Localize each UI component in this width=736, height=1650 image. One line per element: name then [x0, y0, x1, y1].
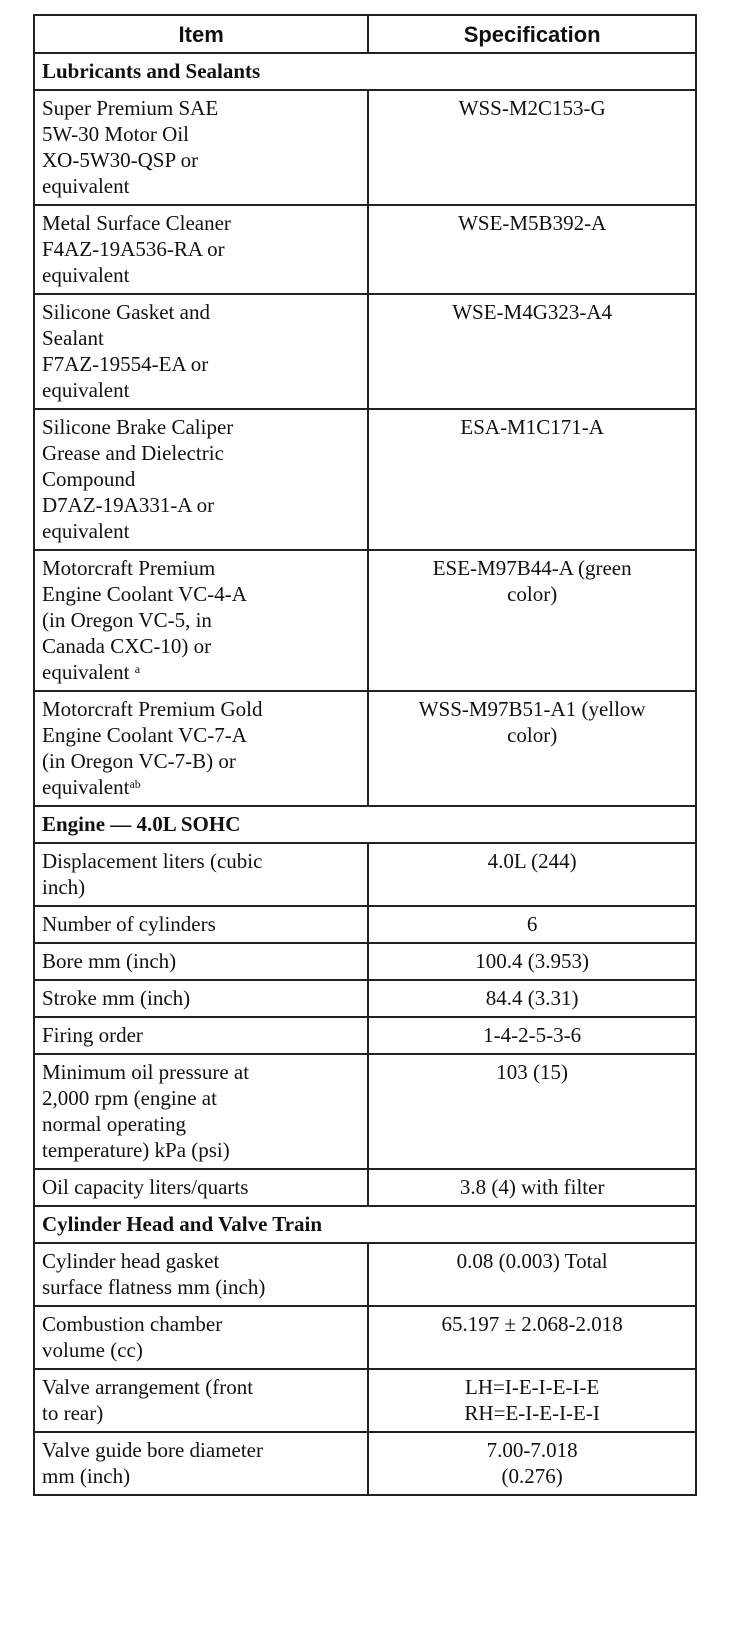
footnote-marker: a: [134, 662, 141, 676]
item-text: temperature) kPa (psi): [42, 1138, 230, 1162]
item-text: Valve guide bore diameter: [42, 1438, 263, 1462]
table-row: [34, 906, 696, 943]
item-line: [42, 492, 360, 518]
footnote-marker: ab: [129, 777, 141, 791]
specification-cell: [368, 943, 696, 980]
item-line: [42, 1400, 360, 1426]
item-text: Engine Coolant VC-4-A: [42, 582, 247, 606]
specification-text: WSS-M2C153-G: [458, 96, 606, 120]
item-text: normal operating: [42, 1112, 187, 1136]
item-line: [42, 1059, 360, 1085]
item-text: Cylinder head gasket: [42, 1249, 220, 1273]
specification-text: 3.8 (4) with filter: [459, 1175, 605, 1199]
specification-cell: [368, 906, 696, 943]
item-line: [42, 607, 360, 633]
specification-text: WSE-M5B392-A: [458, 211, 607, 235]
item-line: [42, 948, 360, 974]
spec-page: [33, 14, 697, 1496]
section-header-row: [34, 53, 696, 90]
item-cell: [34, 1306, 368, 1369]
item-text: Silicone Gasket and: [42, 300, 210, 324]
specification-text: LH=I-E-I-E-I-E: [465, 1375, 600, 1399]
item-line: [42, 985, 360, 1011]
item-line: [42, 722, 360, 748]
item-line: [42, 911, 360, 937]
item-text: F7AZ-19554-EA or: [42, 352, 209, 376]
table-row: [34, 90, 696, 205]
item-line: [42, 1174, 360, 1200]
item-line: [42, 1085, 360, 1111]
specification-cell: [368, 1432, 696, 1495]
item-text: (in Oregon VC-7-B) or: [42, 749, 236, 773]
item-line: [42, 774, 360, 800]
specification-cell: [368, 1306, 696, 1369]
item-line: [42, 1022, 360, 1048]
item-line: [42, 440, 360, 466]
specification-text: 6: [526, 912, 538, 936]
item-line: [42, 633, 360, 659]
item-text: equivalent: [42, 263, 130, 287]
table-row: [34, 1243, 696, 1306]
item-line: [42, 210, 360, 236]
item-text: Motorcraft Premium Gold: [42, 697, 263, 721]
item-text: Sealant: [42, 326, 104, 350]
item-cell: [34, 1169, 368, 1206]
specification-text: color): [507, 723, 558, 747]
item-line: [42, 848, 360, 874]
table-row: [34, 1369, 696, 1432]
table-row: [34, 1432, 696, 1495]
item-line: [42, 173, 360, 199]
item-line: [42, 518, 360, 544]
section-title: Cylinder Head and Valve Train: [34, 1206, 696, 1243]
specification-cell: [368, 90, 696, 205]
specification-text: WSS-M97B51-A1 (yellow: [418, 697, 646, 721]
specification-cell: [368, 691, 696, 806]
specification-text: 100.4 (3.953): [475, 949, 590, 973]
specification-text: 1-4-2-5-3-6: [483, 1023, 582, 1047]
item-text: inch): [42, 875, 86, 899]
item-text: Displacement liters (cubic: [42, 849, 263, 873]
item-line: [42, 1137, 360, 1163]
item-line: [42, 95, 360, 121]
item-text: Engine Coolant VC-7-A: [42, 723, 247, 747]
table-row: [34, 1169, 696, 1206]
item-line: [42, 696, 360, 722]
specification-cell: [368, 1054, 696, 1169]
item-line: [42, 581, 360, 607]
table-row: [34, 205, 696, 294]
item-cell: [34, 943, 368, 980]
item-cell: [34, 409, 368, 550]
item-cell: [34, 1243, 368, 1306]
specification-text: 4.0L (244): [487, 849, 577, 873]
item-text: Bore mm (inch): [42, 949, 177, 973]
item-cell: [34, 843, 368, 906]
item-line: [42, 659, 360, 685]
item-text: Super Premium SAE: [42, 96, 219, 120]
item-text: equivalent: [42, 378, 130, 402]
item-text: Number of cylinders: [42, 912, 216, 936]
table-header-row: [34, 15, 696, 53]
item-text: Valve arrangement (front: [42, 1375, 254, 1399]
item-line: [42, 236, 360, 262]
item-line: [42, 1111, 360, 1137]
specification-text: (0.276): [501, 1464, 563, 1488]
item-text: (in Oregon VC-5, in: [42, 608, 212, 632]
table-row: [34, 691, 696, 806]
item-text: Silicone Brake Caliper: [42, 415, 234, 439]
specification-cell: [368, 1017, 696, 1054]
specification-text: ESA-M1C171-A: [460, 415, 604, 439]
item-line: [42, 874, 360, 900]
section-header-row: [34, 1206, 696, 1243]
item-line: [42, 466, 360, 492]
item-text: Motorcraft Premium: [42, 556, 216, 580]
table-row: [34, 550, 696, 691]
specification-cell: [368, 1243, 696, 1306]
item-line: [42, 748, 360, 774]
item-text: D7AZ-19A331-A or: [42, 493, 215, 517]
item-line: [42, 121, 360, 147]
specification-column-header: Specification: [368, 15, 696, 53]
item-line: [42, 351, 360, 377]
specification-cell: [368, 205, 696, 294]
item-text: Stroke mm (inch): [42, 986, 191, 1010]
item-text: equivalent: [42, 174, 130, 198]
item-text: surface flatness mm (inch): [42, 1275, 266, 1299]
item-text: Minimum oil pressure at: [42, 1060, 250, 1084]
specification-cell: [368, 1369, 696, 1432]
item-line: [42, 147, 360, 173]
item-line: [42, 325, 360, 351]
item-cell: [34, 90, 368, 205]
specification-text: 65.197 ± 2.068-2.018: [441, 1312, 623, 1336]
specification-text: WSE-M4G323-A4: [452, 300, 613, 324]
item-line: [42, 377, 360, 403]
table-row: [34, 843, 696, 906]
specification-text: ESE-M97B44-A (green: [432, 556, 632, 580]
item-text: XO-5W30-QSP or: [42, 148, 199, 172]
section-title: Lubricants and Sealants: [34, 53, 696, 90]
table-row: [34, 1054, 696, 1169]
item-text: Canada CXC-10) or: [42, 634, 212, 658]
item-text: Compound: [42, 467, 136, 491]
item-cell: [34, 1369, 368, 1432]
item-text: F4AZ-19A536-RA or: [42, 237, 225, 261]
item-cell: [34, 691, 368, 806]
table-row: [34, 980, 696, 1017]
item-cell: [34, 205, 368, 294]
item-line: [42, 1337, 360, 1363]
specification-cell: [368, 409, 696, 550]
item-text: equivalent: [42, 660, 135, 684]
item-cell: [34, 294, 368, 409]
table-row: [34, 409, 696, 550]
table-row: [34, 943, 696, 980]
specification-table: [33, 14, 697, 1496]
specification-text: RH=E-I-E-I-E-I: [464, 1401, 600, 1425]
item-cell: [34, 980, 368, 1017]
item-text: equivalent: [42, 775, 130, 799]
item-line: [42, 262, 360, 288]
specification-text: 84.4 (3.31): [485, 986, 579, 1010]
item-text: Firing order: [42, 1023, 143, 1047]
specification-text: 103 (15): [496, 1060, 569, 1084]
item-line: [42, 555, 360, 581]
item-text: Combustion chamber: [42, 1312, 223, 1336]
item-cell: [34, 1017, 368, 1054]
specification-cell: [368, 550, 696, 691]
item-line: [42, 1311, 360, 1337]
specification-text: color): [507, 582, 558, 606]
table-row: [34, 1017, 696, 1054]
specification-cell: [368, 1169, 696, 1206]
item-text: equivalent: [42, 519, 130, 543]
item-text: Metal Surface Cleaner: [42, 211, 231, 235]
item-text: volume (cc): [42, 1338, 143, 1362]
item-cell: [34, 1054, 368, 1169]
specification-text: 7.00-7.018: [486, 1438, 578, 1462]
item-line: [42, 1374, 360, 1400]
item-line: [42, 1248, 360, 1274]
specification-cell: [368, 843, 696, 906]
specification-text: 0.08 (0.003) Total: [456, 1249, 608, 1273]
item-line: [42, 414, 360, 440]
item-text: Grease and Dielectric: [42, 441, 224, 465]
item-text: 2,000 rpm (engine at: [42, 1086, 217, 1110]
table-body: [34, 53, 696, 1495]
item-line: [42, 1274, 360, 1300]
specification-cell: [368, 980, 696, 1017]
item-line: [42, 1463, 360, 1489]
table-row: [34, 294, 696, 409]
item-text: mm (inch): [42, 1464, 131, 1488]
item-cell: [34, 550, 368, 691]
section-header-row: [34, 806, 696, 843]
item-text: Oil capacity liters/quarts: [42, 1175, 249, 1199]
item-text: 5W-30 Motor Oil: [42, 122, 189, 146]
item-text: to rear): [42, 1401, 104, 1425]
item-line: [42, 1437, 360, 1463]
item-line: [42, 299, 360, 325]
table-row: [34, 1306, 696, 1369]
item-cell: [34, 1432, 368, 1495]
item-column-header: Item: [34, 15, 368, 53]
item-cell: [34, 906, 368, 943]
section-title: Engine — 4.0L SOHC: [34, 806, 696, 843]
specification-cell: [368, 294, 696, 409]
